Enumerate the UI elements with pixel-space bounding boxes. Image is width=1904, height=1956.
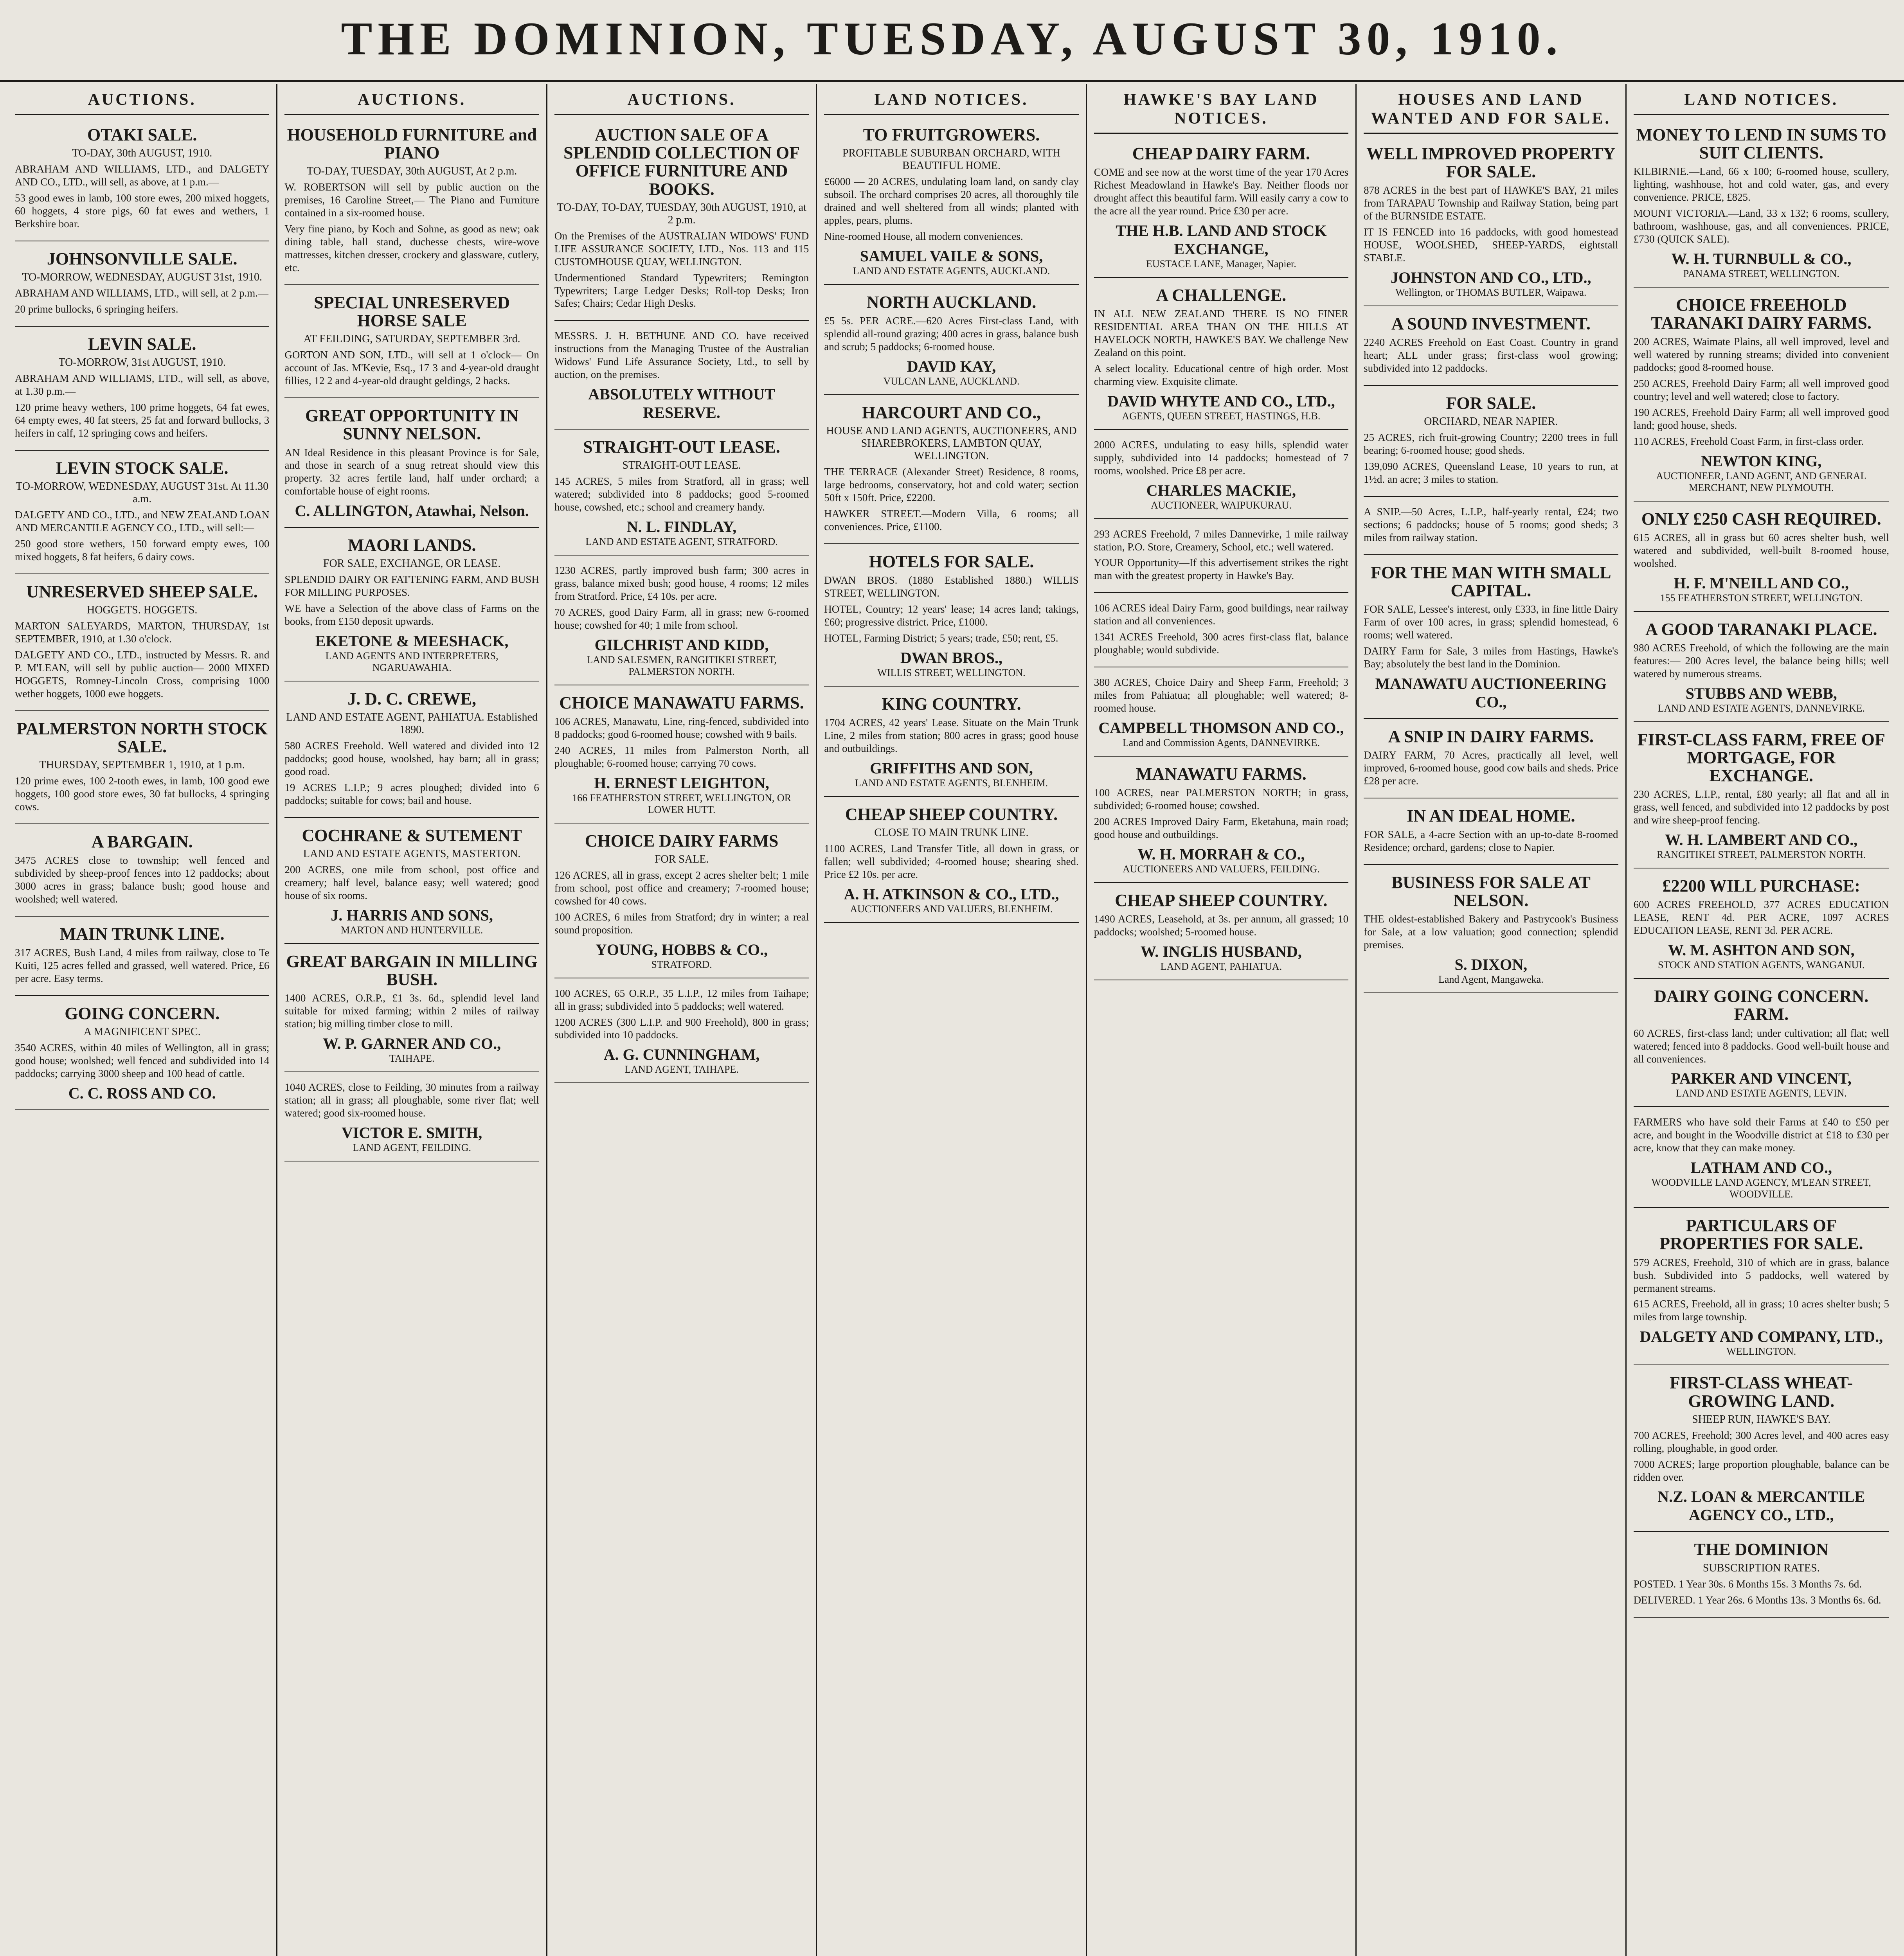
ad-title: STRAIGHT-OUT LEASE.	[583, 437, 780, 457]
ad-subtitle: TO-MORROW, WEDNESDAY, AUGUST 31st. At 11.30 a.m.	[16, 480, 269, 505]
ad-signature: VICTOR E. SMITH,	[341, 1124, 482, 1142]
ad-subtitle: AT FEILDING, SATURDAY, SEPTEMBER 3rd.	[303, 333, 520, 345]
ad-title: UNRESERVED SHEEP SALE.	[26, 582, 258, 601]
advertisement	[1634, 872, 1889, 979]
ad-subtitle: ORCHARD, NEAR NAPIER.	[1424, 415, 1558, 428]
ad-signature: W. H. LAMBERT AND CO.,	[1665, 831, 1858, 849]
advertisement	[284, 120, 539, 285]
ad-body-text: DALGETY AND CO., LTD., and NEW ZEALAND LOAN AND MERCANTILE AGENCY CO., LTD., will sell:—	[15, 509, 270, 534]
column-4	[817, 84, 1087, 1956]
ad-signature-address: LAND AND ESTATE AGENTS, AUCKLAND.	[853, 265, 1050, 277]
ad-subtitle: FOR SALE, EXCHANGE, OR LEASE.	[323, 557, 501, 570]
ad-signature-address: VULCAN LANE, AUCKLAND.	[883, 375, 1020, 387]
ad-title: A GOOD TARANAKI PLACE.	[1645, 619, 1877, 639]
ad-title: NORTH AUCKLAND.	[866, 292, 1037, 312]
ad-body-text: Nine-roomed House, all modern conveniences.	[824, 230, 1023, 242]
ad-body-text: DELIVERED. 1 Year 26s. 6 Months 13s. 3 Months 6s. 6d.	[1633, 1594, 1881, 1606]
ad-body-text: 580 ACRES Freehold. Well watered and divided into 12 paddocks; good house, woolshed, hay barn; all in grass; good road.	[284, 740, 539, 778]
advertisement	[1634, 1535, 1889, 1617]
ad-signature: W. H. TURNBULL & CO.,	[1671, 250, 1852, 268]
advertisement	[15, 330, 269, 451]
ad-body-text: 3475 ACRES close to township; well fenced and subdivided by sheep-proof fences into 12 paddocks; about 3000 acres in grass; balance bush; good house and woolshed; well watered.	[15, 854, 270, 905]
ad-signature: W. M. ASHTON AND SON,	[1668, 941, 1855, 959]
ad-signature: A. H. ATKINSON & CO., LTD.,	[844, 885, 1059, 903]
ad-body-text: COME and see now at the worst time of the year 170 Acres Richest Meadowland in Hawke's Bay. Neither floods nor drought affect this beautiful farm. Will easily carry a cow to the acre all the year round. Price £30 per acre.	[1094, 166, 1349, 217]
ad-body-text: MOUNT VICTORIA.—Land, 33 x 132; 6 rooms, scullery, bathroom, washhouse, gas, and all conveniences. PRICE, £730 (QUICK SALE).	[1633, 207, 1889, 245]
ad-signature-address: LAND AND ESTATE AGENTS, BLENHEIM.	[855, 777, 1048, 789]
ad-body-text: W. ROBERTSON will sell by public auction on the premises, 16 Caroline Street,— The Piano and Furniture contained in a six-roomed house.	[284, 181, 539, 219]
advertisement	[824, 547, 1078, 687]
ad-subtitle: TO-DAY, TUESDAY, 30th AUGUST, At 2 p.m.	[306, 165, 517, 178]
ad-title: JOHNSONVILLE SALE.	[47, 249, 238, 268]
ad-signature: CHARLES MACKIE,	[1146, 481, 1296, 499]
ad-title: LEVIN SALE.	[88, 334, 196, 354]
ad-body-text: 230 ACRES, L.I.P., rental, £80 yearly; all flat and all in grass, well fenced, and subdivided into 12 paddocks by post and wire sheep-proof fencing.	[1633, 788, 1889, 826]
advertisement	[1634, 120, 1889, 288]
ad-signature-address: MARTON AND HUNTERVILLE.	[340, 924, 483, 936]
ad-subtitle: TO-DAY, TO-DAY, TUESDAY, 30th AUGUST, 1910, at 2 p.m.	[557, 201, 806, 226]
ad-subtitle: HOUSE AND LAND AGENTS, AUCTIONEERS, AND SHAREBROKERS, LAMBTON QUAY, WELLINGTON.	[826, 425, 1077, 462]
ad-body-text: POSTED. 1 Year 30s. 6 Months 15s. 3 Months 7s. 6d.	[1633, 1578, 1862, 1590]
advertisement	[284, 401, 539, 528]
ad-title: THE DOMINION	[1694, 1540, 1829, 1559]
ad-body-text: A SNIP.—50 Acres, L.I.P., half-yearly rental, £24; two sections; 6 paddocks; house of 5 rooms; good sheds; 3 miles from railway station.	[1364, 505, 1618, 543]
ad-title: WELL IMPROVED PROPERTY FOR SALE.	[1366, 144, 1616, 182]
ad-title: ONLY £250 CASH REQUIRED.	[1641, 509, 1881, 529]
ad-body-text: 200 ACRES Improved Dairy Farm, Eketahuna, main road; good house and outbuildings.	[1094, 815, 1349, 840]
ad-body-text: 1100 ACRES, Land Transfer Title, all down in grass, or fallen; well subdivided; 4-roomed house; shearing shed. Price £2 10s. per acre.	[824, 842, 1079, 880]
ad-body-text: Very fine piano, by Koch and Sohne, as good as new; oak dining table, hall stand, duchesse chests, wire-wove mattresses, kitchen dresser, crockery and glassware, cutlery, etc.	[284, 223, 539, 273]
ad-body-text: A select locality. Educational centre of high order. Most charming view. Exquisite climate.	[1094, 362, 1349, 387]
ad-body-text: IN ALL NEW ZEALAND THERE IS NO FINER RESIDENTIAL AREA THAN ON THE HILLS AT HAVELOCK NORTH, HAWKE'S BAY. We challenge New Zealand on this point.	[1094, 308, 1349, 358]
ad-subtitle: THURSDAY, SEPTEMBER 1, 1910, at 1 p.m.	[39, 759, 245, 771]
ad-signature: PARKER AND VINCENT,	[1671, 1070, 1852, 1088]
ad-subtitle: TO-MORROW, WEDNESDAY, AUGUST 31st, 1910.	[22, 271, 262, 284]
ad-signature: N.Z. LOAN & MERCANTILE AGENCY CO., LTD.,	[1657, 1488, 1865, 1524]
ad-signature: YOUNG, HOBBS & CO.,	[596, 940, 768, 958]
ad-body-text: 600 ACRES FREEHOLD, 377 ACRES EDUCATION LEASE, RENT 4d. PER ACRE, 1097 ACRES EDUCATION LEASE, RENT 3d. PER ACRE.	[1633, 899, 1889, 937]
advertisement	[284, 531, 539, 681]
ad-signature: SAMUEL VAILE & SONS,	[860, 247, 1043, 265]
ad-signature-address: RANGITIKEI STREET, PALMERSTON NORTH.	[1656, 849, 1866, 861]
ad-signature: JOHNSTON AND CO., LTD.,	[1391, 269, 1591, 286]
ad-signature: CAMPBELL THOMSON AND CO.,	[1098, 719, 1344, 737]
ad-signature: W. H. MORRAH & CO.,	[1137, 845, 1305, 863]
ad-signature: N. L. FINDLAY,	[626, 518, 737, 536]
ad-title: A CHALLENGE.	[1156, 285, 1287, 305]
advertisement	[1364, 309, 1618, 386]
ad-signature: DALGETY AND COMPANY, LTD.,	[1639, 1328, 1883, 1346]
advertisement	[1094, 760, 1348, 883]
ad-title: CHOICE DAIRY FARMS	[585, 831, 779, 850]
ad-signature-address: LAND AND ESTATE AGENTS, DANNEVIRKE.	[1657, 702, 1865, 714]
ad-body-text: 615 ACRES, Freehold, all in grass; 10 acres shelter bush; 5 miles from large township.	[1633, 1298, 1889, 1323]
ad-title: PALMERSTON NORTH STOCK SALE.	[16, 719, 268, 756]
advertisement	[15, 577, 269, 711]
column-1	[8, 84, 277, 1956]
ad-signature-address: STOCK AND STATION AGENTS, WANGANUI.	[1658, 959, 1865, 971]
ad-title: HOUSEHOLD FURNITURE and PIANO	[287, 125, 537, 163]
ad-signature-address: LAND SALESMEN, RANGITIKEI STREET, PALMERSTON NORTH.	[587, 654, 777, 677]
ad-body-text: 1341 ACRES Freehold, 300 acres first-class flat, balance ploughable; would subdivide.	[1094, 631, 1349, 656]
advertisement	[554, 982, 809, 1084]
ad-body-text: SPLENDID DAIRY OR FATTENING FARM, AND BUSH FOR MILLING PURPOSES.	[284, 573, 539, 599]
ad-title: LEVIN STOCK SALE.	[56, 458, 229, 478]
advertisement	[824, 398, 1078, 544]
advertisement	[824, 288, 1078, 395]
ad-title: KING COUNTRY.	[882, 694, 1021, 714]
ad-body-text: 250 ACRES, Freehold Dairy Farm; all well improved good country; level and well watered; close to factory.	[1633, 378, 1889, 403]
column-heading: AUCTIONS.	[15, 88, 269, 115]
ad-body-text: THE TERRACE (Alexander Street) Residence, 8 rooms, large bedrooms, conservatory, hot and cold water; section 50ft x 150ft. Price, £2200.	[824, 466, 1079, 503]
ad-signature-address: LAND AGENT, PAHIATUA.	[1160, 960, 1282, 972]
ad-subtitle: CLOSE TO MAIN TRUNK LINE.	[874, 826, 1029, 839]
ad-body-text: ABRAHAM AND WILLIAMS, LTD., and DALGETY AND CO., LTD., will sell, as above, at 1 p.m.—	[15, 163, 270, 188]
ad-body-text: 2240 ACRES Freehold on East Coast. Country in grand heart; ALL under grass; first-class wool growing; subdivided into 12 paddocks.	[1364, 336, 1618, 374]
ad-body-text: 878 ACRES in the best part of HAWKE'S BAY, 21 miles from TARAPAU Township and Railway Station, being part of the BURNSIDE ESTATE.	[1364, 184, 1618, 222]
masthead-title: THE DOMINION, TUESDAY, AUGUST 30, 1910.	[341, 13, 1563, 65]
ad-title: DAIRY GOING CONCERN. FARM.	[1654, 987, 1869, 1024]
ad-signature: H. F. M'NEILL AND CO.,	[1674, 574, 1849, 592]
ad-body-text: 70 ACRES, good Dairy Farm, all in grass; new 6-roomed house; cowshed for 40; 1 mile from school.	[554, 606, 809, 631]
ad-body-text: DWAN BROS. (1880 Established 1880.) WILLIS STREET, WELLINGTON.	[824, 574, 1079, 599]
ad-body-text: 1230 ACRES, partly improved bush farm; 300 acres in grass, balance mixed bush; good house, 4 rooms; 12 miles from Stratford. Price, £4 10s. per acre.	[554, 565, 809, 602]
ad-signature-address: LAND AGENT, FEILDING.	[353, 1142, 472, 1154]
advertisement	[284, 288, 539, 398]
ad-body-text: DALGETY AND CO., LTD., instructed by Messrs. R. and P. M'LEAN, will sell by public auction— 2000 MIXED HOGGETS, Romney-Lincoln Cross, comprising 1000 wether hoggets, 1000 ewe hoggets.	[15, 649, 270, 699]
ad-body-text: 3540 ACRES, within 40 miles of Wellington, all in grass; good house; woolshed; well fenced and subdivided into 14 paddocks; carrying 3000 sheep and 100 head of cattle.	[15, 1041, 270, 1079]
ad-body-text: HAWKER STREET.—Modern Villa, 6 rooms; all conveniences. Price, £1100.	[824, 507, 1079, 532]
ad-title: CHEAP SHEEP COUNTRY.	[1115, 890, 1328, 910]
ad-body-text: 980 ACRES Freehold, of which the following are the main features:— 200 Acres level, the balance being hills; well watered by numerous streams.	[1633, 642, 1889, 680]
advertisement	[1364, 558, 1618, 719]
ad-title: CHEAP SHEEP COUNTRY.	[845, 804, 1058, 824]
ad-title: J. D. C. CREWE,	[347, 689, 477, 709]
ad-subtitle: PROFITABLE SUBURBAN ORCHARD, WITH BEAUTIFUL HOME.	[842, 147, 1061, 172]
ad-signature: S. DIXON,	[1454, 956, 1528, 974]
ad-title: MAIN TRUNK LINE.	[59, 924, 225, 944]
ad-signature: C. C. ROSS AND CO.	[68, 1084, 216, 1102]
ad-body-text: 106 ACRES ideal Dairy Farm, good buildings, near railway station and all conveniences.	[1094, 602, 1349, 627]
ad-signature: STUBBS AND WEBB,	[1685, 684, 1837, 702]
ad-body-text: AN Ideal Residence in this pleasant Province is for Sale, and those in search of a snug retreat should view this property. 32 acres fertile land, half under orchard; a comfortable house of eight rooms.	[284, 446, 539, 497]
ad-signature-address: EUSTACE LANE, Manager, Napier.	[1146, 258, 1296, 270]
ad-title: CHOICE MANAWATU FARMS.	[559, 693, 804, 712]
ad-title: A BARGAIN.	[91, 832, 193, 851]
ad-signature: DAVID KAY,	[907, 357, 996, 375]
ad-body-text: 1040 ACRES, close to Feilding, 30 minutes from a railway station; all in grass; all ploughable, some river flat; well watered; good six-roomed house.	[284, 1081, 539, 1119]
ad-title: IN AN IDEAL HOME.	[1407, 806, 1575, 825]
ad-body-text: 53 good ewes in lamb, 100 store ewes, 200 mixed hoggets, 60 hoggets, 4 store pigs, 60 fat ewes and wethers, 1 Berkshire boar.	[15, 192, 270, 230]
ad-body-text: FARMERS who have sold their Farms at £40 to £50 per acre, and bought in the Woodville district at £18 to £30 per acre, know that they can make money.	[1633, 1116, 1889, 1154]
ad-body-text: 1704 ACRES, 42 years' Lease. Situate on the Main Trunk Line, 2 miles from station; 800 acres in grass; good house and outbuildings.	[824, 716, 1079, 754]
ad-title: £2200 WILL PURCHASE:	[1662, 876, 1860, 896]
ad-signature-address: LAND AND ESTATE AGENT, STRATFORD.	[585, 536, 778, 548]
ad-body-text: MARTON SALEYARDS, MARTON, THURSDAY, 1st SEPTEMBER, 1910, at 1.30 o'clock.	[15, 620, 270, 645]
advertisement	[1634, 1368, 1889, 1532]
advertisement	[1634, 1110, 1889, 1208]
ad-body-text: 120 prime ewes, 100 2-tooth ewes, in lamb, 100 good ewe hoggets, 100 good store ewes, 30 fat bullocks, 4 springing cows.	[15, 775, 270, 813]
ad-body-text: 110 ACRES, Freehold Coast Farm, in first-class order.	[1633, 435, 1864, 447]
ad-body-text: DAIRY Farm for Sale, 3 miles from Hastings, Hawke's Bay; absolutely the best land in the Dominion.	[1364, 645, 1618, 670]
ad-signature: H. ERNEST LEIGHTON,	[594, 774, 769, 792]
advertisement	[1094, 886, 1348, 980]
ad-signature: J. HARRIS AND SONS,	[331, 906, 493, 924]
ad-signature: C. ALLINGTON, Atawhai, Nelson.	[295, 502, 529, 520]
ad-body-text: 1490 ACRES, Leasehold, at 3s. per annum, all grassed; 10 paddocks; woolshed; 5-roomed house.	[1094, 913, 1349, 938]
ad-signature: GILCHRIST AND KIDD,	[594, 636, 769, 654]
ad-body-text: 25 ACRES, rich fruit-growing Country; 2200 trees in full bearing; 6-roomed house; good sheds.	[1364, 431, 1618, 457]
column-7	[1627, 84, 1896, 1956]
ad-body-text: 120 prime heavy wethers, 100 prime hoggets, 64 fat ewes, 64 empty ewes, 40 fat steers, 25 fat and forward bullocks, 3 heifers in calf, 12 springing cows and heifers.	[15, 401, 270, 439]
ad-title: MAORI LANDS.	[347, 536, 476, 555]
advertisement	[1364, 802, 1618, 865]
ad-body-text: 293 ACRES Freehold, 7 miles Dannevirke, 1 mile railway station, P.O. Store, Creamery, School, etc.; well watered.	[1094, 528, 1349, 553]
ad-body-text: 100 ACRES, 6 miles from Stratford; dry in winter; a real sound proposition.	[554, 911, 809, 936]
advertisement	[824, 690, 1078, 797]
ad-body-text: Undermentioned Standard Typewriters; Remington Typewriters; Large Ledger Desks; Roll-top Desks; Iron Safes; Chairs; Cedar High Desks.	[554, 271, 809, 309]
ad-signature-address: PANAMA STREET, WELLINGTON.	[1683, 268, 1839, 279]
ad-body-text: KILBIRNIE.—Land, 66 x 100; 6-roomed house, scullery, lighting, washhouse, hot and cold water, gas, and every convenience. PRICE, £825.	[1633, 165, 1889, 203]
ad-body-text: ABRAHAM AND WILLIAMS, LTD., will sell, as above, at 1.30 p.m.—	[15, 372, 270, 397]
advertisement	[284, 821, 539, 944]
ad-signature-address: Land and Commission Agents, DANNEVIRKE.	[1122, 737, 1320, 748]
ad-body-text: 2000 ACRES, undulating to easy hills, splendid water supply, subdivided into 14 paddocks; homestead of 7 rooms, woolshed. Price £8 per acre.	[1094, 439, 1349, 476]
column-3	[547, 84, 817, 1956]
advertisement	[284, 947, 539, 1072]
ad-signature: EKETONE & MEESHACK,	[315, 632, 509, 650]
ad-body-text: 106 ACRES, Manawatu, Line, ring-fenced, subdivided into 8 paddocks; good 6-roomed house; cowshed with 9 bails.	[554, 716, 809, 740]
ad-title: MANAWATU FARMS.	[1136, 764, 1307, 784]
ad-signature: NEWTON KING,	[1701, 452, 1822, 470]
column-heading: LAND NOTICES.	[824, 88, 1078, 115]
ad-body-text: 1400 ACRES, O.R.P., £1 3s. 6d., splendid level land suitable for mixed farming; within 2 miles of railway station; big milling timber close to mill.	[284, 992, 539, 1030]
column-6	[1357, 84, 1626, 1956]
ad-title: CHEAP DAIRY FARM.	[1132, 144, 1310, 163]
ad-signature: MANAWATU AUCTIONEERING CO.,	[1375, 674, 1607, 711]
advertisement	[15, 454, 269, 574]
ad-subtitle: TO-MORROW, 31st AUGUST, 1910.	[58, 356, 226, 369]
ad-body-text: 200 ACRES, Waimate Plains, all well improved, level and well watered by running streams; divided into convenient paddocks; good 8-roomed house.	[1633, 336, 1889, 374]
ad-body-text: 20 prime bullocks, 6 springing heifers.	[15, 303, 178, 315]
advertisement	[1634, 1211, 1889, 1365]
ad-body-text: FOR SALE, Lessee's interest, only £333, in fine little Dairy Farm of over 100 acres, in grass; splendid homestead, 6 rooms; well watered.	[1364, 603, 1618, 641]
ad-title: AUCTION SALE OF A SPLENDID COLLECTION OF OFFICE FURNITURE AND BOOKS.	[563, 125, 800, 199]
advertisement	[284, 1075, 539, 1161]
ad-body-text: 615 ACRES, all in grass but 60 acres shelter bush, well watered and subdivided, well-built 8-roomed house, woolshed.	[1633, 532, 1889, 569]
ad-body-text: 200 ACRES, one mile from school, post office and creamery; half level, balance easy; well watered; good house of six rooms.	[284, 864, 539, 902]
ad-title: GREAT BARGAIN IN MILLING BUSH.	[286, 952, 538, 989]
ad-signature-address: WOODVILLE LAND AGENCY, M'LEAN STREET, WOODVILLE.	[1651, 1177, 1871, 1200]
ad-title: FOR SALE.	[1446, 394, 1536, 413]
ad-signature-address: LAND AGENTS AND INTERPRETERS, NGARUAWAHIA.	[325, 650, 498, 674]
ad-subtitle: FOR SALE.	[654, 853, 709, 865]
ad-subtitle: HOGGETS. HOGGETS.	[87, 604, 198, 616]
advertisement	[15, 827, 269, 917]
ad-title: SPECIAL UNRESERVED HORSE SALE	[314, 293, 510, 331]
ad-body-text: £5 5s. PER ACRE.—620 Acres First-class Land, with splendid all-round grazing; 400 acres in grass, balance bush and scrub; 5 paddocks; 6-roomed house.	[824, 315, 1079, 352]
ad-title: CHOICE FREEHOLD TARANAKI DAIRY FARMS.	[1651, 295, 1872, 333]
advertisement	[1094, 281, 1348, 430]
ad-signature: W. P. GARNER AND CO.,	[323, 1035, 501, 1053]
columns	[8, 84, 1896, 1956]
ad-signature-address: LAND AGENT, TAIHAPE.	[624, 1064, 739, 1075]
ad-title: GOING CONCERN.	[65, 1003, 220, 1023]
ad-title: A SNIP IN DAIRY FARMS.	[1388, 726, 1594, 746]
advertisement	[1094, 139, 1348, 278]
advertisement	[1364, 722, 1618, 798]
ad-title: MONEY TO LEND IN SUMS TO SUIT CLIENTS.	[1636, 125, 1886, 163]
advertisement	[1094, 522, 1348, 593]
advertisement	[1094, 596, 1348, 667]
ad-signature-address: AUCTIONEERS AND VALUERS, BLENHEIM.	[850, 903, 1053, 915]
advertisement	[824, 120, 1078, 285]
column-2	[277, 84, 547, 1956]
ad-title: GREAT OPPORTUNITY IN SUNNY NELSON.	[305, 406, 519, 444]
ad-title: TO FRUITGROWERS.	[863, 125, 1040, 144]
ad-subtitle: A MAGNIFICENT SPEC.	[83, 1025, 201, 1038]
ad-signature-address: 166 FEATHERSTON STREET, WELLINGTON, OR LOWER HUTT.	[572, 792, 792, 815]
ad-subtitle: SHEEP RUN, HAWKE'S BAY.	[1692, 1413, 1831, 1426]
ad-signature-address: AUCTIONEER, LAND AGENT, AND GENERAL MERCHANT, NEW PLYMOUTH.	[1656, 470, 1867, 493]
ad-signature-address: STRATFORD.	[651, 958, 712, 970]
ad-body-text: THE oldest-established Bakery and Pastrycook's Business for Sale, at a low valuation; good connection; splendid premises.	[1364, 913, 1618, 951]
advertisement	[554, 324, 809, 430]
ad-body-text: FOR SALE, a 4-acre Section with an up-to-date 8-roomed Residence; orchard, gardens; close to Napier.	[1364, 829, 1618, 853]
ad-signature: THE H.B. LAND AND STOCK EXCHANGE,	[1116, 221, 1327, 258]
ad-body-text: GORTON AND SON, LTD., will sell at 1 o'clock— On account of Jas. M'Kevie, Esq., 17 3 and 4-year-old draught fillies, 12 2 and 4-year-old draught geldings, 2 hacks.	[284, 349, 539, 387]
ad-signature-address: Wellington, or THOMAS BUTLER, Waipawa.	[1395, 287, 1587, 298]
ad-body-text: 250 good store wethers, 150 forward empty ewes, 100 mixed hoggets, 8 fat heifers, 6 dairy cows.	[15, 538, 270, 563]
ad-body-text: 1200 ACRES (300 L.I.P. and 900 Freehold), 800 in grass; subdivided into 10 paddocks.	[554, 1016, 809, 1041]
ad-body-text: 145 ACRES, 5 miles from Stratford, all in grass; well watered; subdivided into 8 paddocks; good 5-roomed house, cowshed, etc.; school and creamery handy.	[554, 475, 809, 513]
ad-body-text: 60 ACRES, first-class land; under cultivation; all flat; well watered; fenced into 8 paddocks. Good well-built house and all conveniences.	[1633, 1027, 1889, 1065]
ad-signature-address: WILLIS STREET, WELLINGTON.	[877, 667, 1026, 678]
column-heading: AUCTIONS.	[554, 88, 809, 115]
column-5	[1087, 84, 1357, 1956]
advertisement	[15, 714, 269, 824]
ad-signature-address: AUCTIONEER, WAIPUKURAU.	[1150, 499, 1292, 511]
ad-subtitle: LAND AND ESTATE AGENT, PAHIATUA. Established 1890.	[286, 711, 538, 736]
ad-body-text: 380 ACRES, Choice Dairy and Sheep Farm, Freehold; 3 miles from Pahiatua; all ploughable; well watered; 8-roomed house.	[1094, 676, 1349, 714]
advertisement	[15, 120, 269, 241]
advertisement	[1634, 615, 1889, 722]
advertisement	[15, 920, 269, 996]
advertisement	[554, 689, 809, 823]
advertisement	[1634, 291, 1889, 502]
ad-signature: ABSOLUTELY WITHOUT RESERVE.	[588, 385, 775, 422]
ad-signature-address: TAIHAPE.	[389, 1053, 435, 1064]
ad-signature: DWAN BROS.,	[900, 649, 1003, 667]
ad-signature-address: 155 FEATHERSTON STREET, WELLINGTON.	[1660, 592, 1863, 604]
ad-title: FIRST-CLASS WHEAT-GROWING LAND.	[1670, 1373, 1853, 1411]
ad-signature: GRIFFITHS AND SON,	[870, 759, 1033, 777]
column-heading: HOUSES AND LAND WANTED AND FOR SALE.	[1364, 88, 1618, 134]
ad-subtitle: SUBSCRIPTION RATES.	[1702, 1562, 1820, 1574]
ad-signature-address: AUCTIONEERS AND VALUERS, FEILDING.	[1122, 863, 1320, 875]
advertisement	[1634, 982, 1889, 1107]
ad-body-text: ABRAHAM AND WILLIAMS, LTD., will sell, at 2 p.m.—	[15, 287, 268, 299]
ad-body-text: 139,090 ACRES, Queensland Lease, 10 years to run, at 1½d. an acre; 3 miles to station.	[1364, 460, 1618, 485]
advertisement	[554, 433, 809, 556]
ad-body-text: YOUR Opportunity—If this advertisement strikes the right man with the greatest property in Hawke's Bay.	[1094, 557, 1349, 582]
advertisement	[15, 999, 269, 1110]
ad-title: PARTICULARS OF PROPERTIES FOR SALE.	[1659, 1216, 1863, 1253]
ad-body-text: On the Premises of the AUSTRALIAN WIDOWS' FUND LIFE ASSURANCE SOCIETY, LTD., Nos. 113 and 115 CUSTOMHOUSE QUAY, WELLINGTON.	[554, 230, 809, 268]
ad-body-text: 19 ACRES L.I.P.; 9 acres ploughed; divided into 6 paddocks; suitable for cows; bail and house.	[284, 782, 539, 807]
ad-signature-address: LAND AND ESTATE AGENTS, LEVIN.	[1675, 1088, 1847, 1099]
ad-title: A SOUND INVESTMENT.	[1391, 314, 1591, 333]
ad-body-text: 100 ACRES, 65 O.R.P., 35 L.I.P., 12 miles from Taihape; all in grass; subdivided into 5 paddocks; well watered.	[554, 987, 809, 1012]
advertisement	[824, 800, 1078, 923]
ad-signature: A. G. CUNNINGHAM,	[603, 1046, 760, 1064]
ad-body-text: 126 ACRES, all in grass, except 2 acres shelter belt; 1 mile from school, post office and creamery; 7-roomed house; cowshed for 40 cows.	[554, 869, 809, 907]
ad-title: COCHRANE & SUTEMENT	[302, 826, 522, 845]
ad-subtitle: TO-DAY, 30th AUGUST, 1910.	[72, 147, 212, 160]
ad-signature-address: Land Agent, Mangaweka.	[1438, 974, 1544, 985]
advertisement	[1094, 671, 1348, 757]
ad-subtitle: LAND AND ESTATE AGENTS, MASTERTON.	[303, 848, 521, 860]
column-heading: LAND NOTICES.	[1634, 88, 1889, 115]
ad-body-text: WE have a Selection of the above class of Farms on the books, from £150 deposit upwards.	[284, 602, 539, 627]
masthead	[0, 0, 1904, 82]
ad-title: OTAKI SALE.	[87, 125, 197, 144]
ad-signature-address: WELLINGTON.	[1726, 1346, 1796, 1357]
ad-title: HARCOURT AND CO.,	[862, 403, 1041, 422]
ad-signature: DAVID WHYTE AND CO., LTD.,	[1107, 392, 1335, 410]
ad-title: HOTELS FOR SALE.	[869, 552, 1034, 571]
ad-signature: W. INGLIS HUSBAND,	[1140, 942, 1302, 960]
ad-title: FIRST-CLASS FARM, FREE OF MORTGAGE, FOR EXCHANGE.	[1637, 730, 1885, 786]
ad-body-text: 240 ACRES, 11 miles from Palmerston North, all ploughable; 6-roomed house; carrying 70 cows.	[554, 744, 809, 769]
ad-body-text: £6000 — 20 ACRES, undulating loam land, on sandy clay subsoil. The orchard comprises 20 acres, all thoroughly tile drained and well sheltered from all winds; planted with apples, pears, plums.	[824, 176, 1079, 226]
ad-body-text: 700 ACRES, Freehold; 300 Acres level, and 400 acres easy rolling, ploughable, in good order.	[1633, 1429, 1889, 1454]
ad-title: BUSINESS FOR SALE AT NELSON.	[1391, 872, 1591, 910]
column-heading: AUCTIONS.	[284, 88, 539, 115]
advertisement	[554, 827, 809, 978]
ad-body-text: 317 ACRES, Bush Land, 4 miles from railway, close to Te Kuiti, 125 acres felled and grassed, well watered. Price, £6 per acre. Easy terms.	[15, 946, 270, 984]
ad-signature: LATHAM AND CO.,	[1690, 1159, 1832, 1177]
advertisement	[284, 685, 539, 818]
advertisement	[554, 120, 809, 321]
ad-subtitle: STRAIGHT-OUT LEASE.	[622, 459, 741, 472]
advertisement	[1094, 433, 1348, 519]
advertisement	[1634, 725, 1889, 868]
advertisement	[554, 559, 809, 685]
ad-body-text: IT IS FENCED into 16 paddocks, with good homestead HOUSE, WOOLSHED, SHEEP-YARDS, eightstall STABLE.	[1364, 226, 1618, 264]
ad-body-text: HOTEL, Country; 12 years' lease; 14 acres land; takings, £60; progressive district. Price, £1000.	[824, 603, 1079, 628]
ad-title: FOR THE MAN WITH SMALL CAPITAL.	[1371, 563, 1611, 600]
advertisement	[1364, 139, 1618, 306]
ad-body-text: HOTEL, Farming District; 5 years; trade, £50; rent, £5.	[824, 632, 1058, 644]
advertisement	[1364, 868, 1618, 993]
advertisement	[15, 244, 269, 327]
ad-body-text: 190 ACRES, Freehold Dairy Farm; all well improved good land; good house, sheds.	[1633, 406, 1889, 431]
ad-body-text: MESSRS. J. H. BETHUNE AND CO. have received instructions from the Managing Trustee of the Australian Widows' Fund Life Assurance Society, Ltd., to sell by auction, on the premises.	[554, 330, 809, 381]
ad-body-text: 579 ACRES, Freehold, 310 of which are in grass, balance bush. Subdivided into 5 paddocks, well watered by permanent streams.	[1633, 1256, 1889, 1294]
ad-body-text: DAIRY FARM, 70 Acres, practically all level, well improved, 6-roomed house, good cow bails and sheds. Price £28 per acre.	[1364, 749, 1618, 787]
advertisement	[1364, 500, 1618, 555]
advertisement	[1634, 505, 1889, 612]
advertisement	[1364, 389, 1618, 497]
ad-body-text: 7000 ACRES; large proportion ploughable, balance can be ridden over.	[1633, 1458, 1889, 1483]
ad-body-text: 100 ACRES, near PALMERSTON NORTH; in grass, subdivided; 6-roomed house; cowshed.	[1094, 787, 1349, 811]
ad-signature-address: AGENTS, QUEEN STREET, HASTINGS, H.B.	[1122, 410, 1321, 422]
column-heading: HAWKE'S BAY LAND NOTICES.	[1094, 88, 1348, 134]
